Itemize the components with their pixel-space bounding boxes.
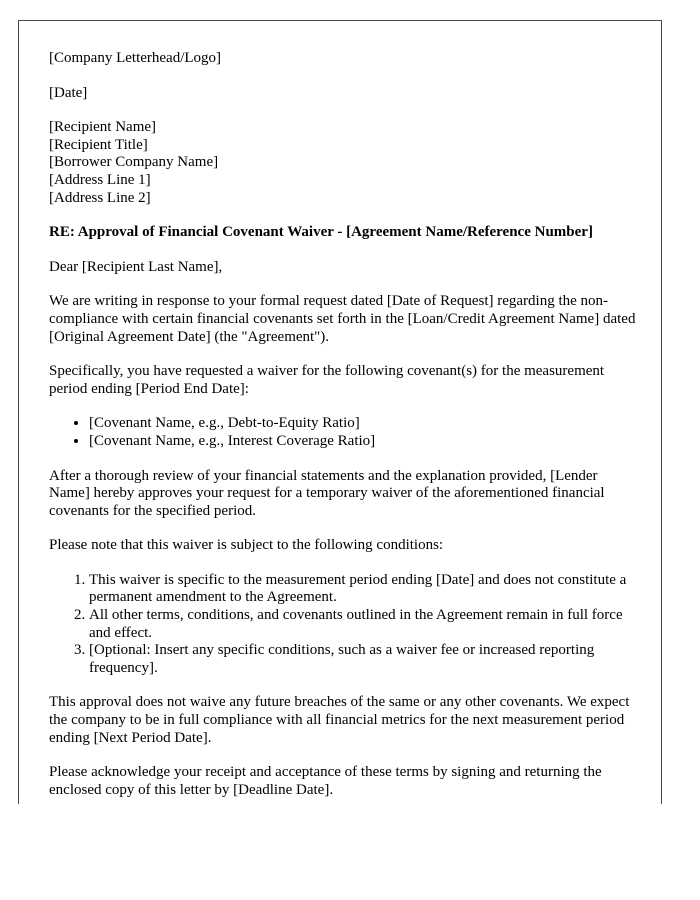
paragraph-acknowledge: Please acknowledge your receipt and acceptance of these terms by signing and returning the enclosed copy of this letter by [Deadline Date]. [49,764,602,798]
subject-line: RE: Approval of Financial Covenant Waiver - [Agreement Name/Reference Number] [49,224,593,241]
paragraph-covenants-intro: Specifically, you have requested a waiver for the following covenant(s) for the measurement period ending [Period End Date]: [49,363,605,397]
paragraph-future-breaches: This approval does not waive any future breaches of the same or any other covenants. We expect the company to be in full compliance with all financial metrics for the next measurement period ending [Next Period Date]. [49,694,630,746]
recipient-address-line-2: [Address Line 2] [49,189,151,206]
paragraph-request: We are writing in response to your formal request dated [Date of Request] regarding the non-compliance with certain financial covenants set forth in the [Loan/Credit Agreement Name] dated [Original Agreement Date] (the "Agreement"). [49,293,636,345]
covenant-list-item: • [Covenant Name, e.g., Debt-to-Equity Ratio] [89,415,639,433]
letter-page [18,20,662,804]
conditions-list [49,572,639,678]
letter-content [49,50,639,804]
recipient-address-block [49,119,639,207]
recipient-address-line-1: [Address Line 1] [49,171,151,188]
recipient-company: [Borrower Company Name] [49,154,219,171]
condition-list-item: 1. This waiver is specific to the measurement period ending [Date] and does not constitute a permanent amendment to the Agreement. [89,572,639,607]
paragraph-conditions-intro: Please note that this waiver is subject to the following conditions: [49,537,444,554]
recipient-title: [Recipient Title] [49,136,148,153]
covenant-list-item: • [Covenant Name, e.g., Interest Coverage Ratio] [89,433,639,451]
covenant-list [49,415,639,450]
letterhead: [Company Letterhead/Logo] [49,50,222,66]
recipient-name: [Recipient Name] [49,119,157,136]
letter-date: [Date] [49,84,88,101]
condition-list-item: 2. All other terms, conditions, and covenants outlined in the Agreement remain in full force and effect. [89,607,639,642]
paragraph-approval: After a thorough review of your financial statements and the explanation provided, [Lender Name] hereby approves your request for a temporary waiver of the aforementioned financial covenants for the specified period. [49,467,605,519]
salutation: Dear [Recipient Last Name], [49,258,223,275]
condition-list-item: 3. [Optional: Insert any specific conditions, such as a waiver fee or increased reporting frequency]. [89,642,639,677]
